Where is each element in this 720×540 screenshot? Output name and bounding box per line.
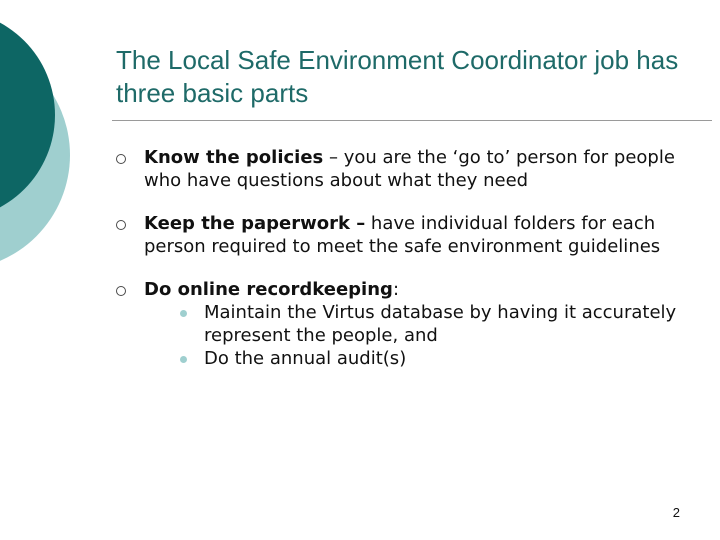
hollow-circle-bullet-icon xyxy=(116,286,126,296)
bullet-lead: Keep the paperwork – xyxy=(144,213,366,234)
bullet-list xyxy=(114,146,694,370)
bullet-text: have individual folders for each person required to meet the safe environment guidelines xyxy=(144,213,661,257)
sub-bullet-text: Maintain the Virtus database by having it accurately represent the people, and xyxy=(204,302,677,346)
bullet-lead: Know the policies xyxy=(144,147,324,168)
filled-circle-bullet-icon xyxy=(180,310,187,317)
bullet-lead: Do online recordkeeping xyxy=(144,279,393,300)
sub-bullet-item xyxy=(174,301,694,347)
sub-bullet-list xyxy=(144,301,694,370)
bullet-text: : xyxy=(392,279,400,300)
bullet-text: – you are the ‘go to’ person for people who have questions about what they need xyxy=(144,147,675,191)
title-divider xyxy=(112,120,712,121)
filled-circle-bullet-icon xyxy=(180,356,187,363)
slide-title: The Local Safe Environment Coordinator job has three basic parts xyxy=(116,45,679,108)
bullet-item xyxy=(114,278,694,370)
sub-bullet-text: Do the annual audit(s) xyxy=(204,348,407,369)
bullet-item xyxy=(114,146,694,192)
hollow-circle-bullet-icon xyxy=(116,220,126,230)
sub-bullet-item xyxy=(174,347,694,370)
page-number: 2 xyxy=(672,505,680,520)
bullet-item xyxy=(114,212,694,258)
hollow-circle-bullet-icon xyxy=(116,154,126,164)
